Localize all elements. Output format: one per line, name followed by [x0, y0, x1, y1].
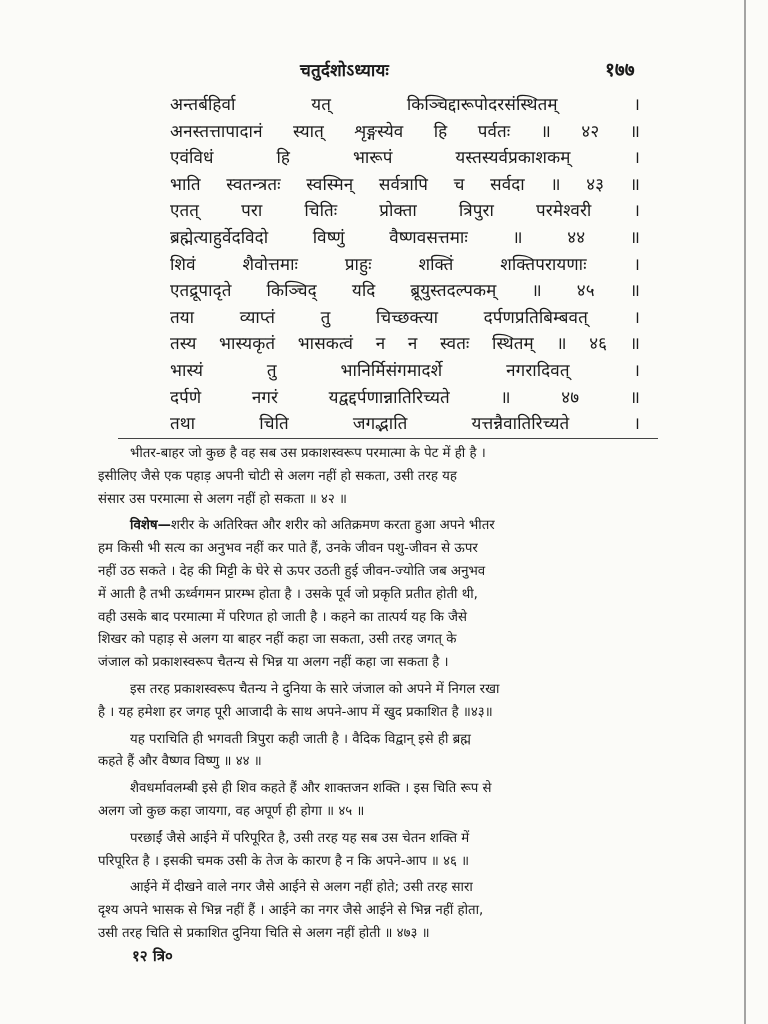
translation-paragraph	[98, 877, 664, 945]
sanskrit-verses	[170, 92, 640, 438]
verse-line: दर्पणे नगरं यद्वद्दर्पणान्नातिरिच्यते ॥ ४७ ॥	[170, 387, 640, 408]
translation-paragraph	[98, 778, 664, 824]
text-line: उसी तरह चिति से प्रकाशित दुनिया चिति से अलग नहीं होती ॥ ४७३ ॥	[98, 925, 430, 941]
chapter-title: चतुर्दशोऽध्यायः	[300, 61, 389, 81]
verse-line: भास्यं तु भानिर्मिसंगमादर्शे नगरादिवत् ।	[170, 360, 640, 381]
text-line: शैवधर्मावलम्बी इसे ही शिव कहते हैं और शाक्तजन शक्ति । इस चिति रूप से	[130, 781, 492, 797]
verse-line: एतत् परा चितिः प्रोक्ता त्रिपुरा परमेश्वरी ।	[170, 201, 640, 222]
verse-line: तथा चिति जगद्भाति यत्तन्नैवातिरिच्यते ।	[170, 414, 640, 435]
verse-line: भाति स्वतन्त्रतः स्वस्मिन् सर्वत्रापि च सर्वदा ॥ ४३ ॥	[170, 174, 640, 195]
special-note-label: विशेष—	[130, 518, 171, 534]
verse-line: अन्तर्बहिर्वा यत् किञ्चिद्दारूपोदरसंस्थितम् ।	[170, 95, 640, 115]
text-line: कहते हैं और वैष्णव विष्णु ॥ ४४ ॥	[98, 754, 262, 770]
text-line: वही उसके बाद परमात्मा में परिणत हो जाती है । कहने का तात्पर्य यह कि जैसे	[98, 609, 467, 625]
translation-paragraph	[98, 729, 664, 775]
translation-paragraph	[98, 679, 664, 725]
text-line: इसीलिए जैसे एक पहाड़ अपनी चोटी से अलग नहीं हो सकता, उसी तरह यह	[98, 468, 457, 484]
text-line: जंजाल को प्रकाशस्वरूप चैतन्य से भिन्न या अलग नहीं कहा जा सकता है ।	[98, 655, 449, 671]
text-line: परिपूरित है । इसकी चमक उसी के तेज के कारण है न कि अपने-आप ॥ ४६ ॥	[98, 853, 470, 869]
text-line: यह पराचिति ही भगवती त्रिपुरा कही जाती है । वैदिक विद्वान् इसे ही ब्रह्म	[130, 731, 471, 747]
section-divider	[118, 438, 658, 439]
text-line	[98, 515, 664, 538]
signature-mark: १२ त्रि०	[132, 947, 173, 965]
translation-paragraph	[98, 828, 664, 874]
text-line: आईने में दीखने वाले नगर जैसे आईने से अलग नहीं होते; उसी तरह सारा	[130, 880, 473, 896]
text-line: नहीं उठ सकते । देह की मिट्टी के घेरे से ऊपर उठती हुई जीवन-ज्योति जब अनुभव	[98, 563, 486, 579]
text-line: भीतर-बाहर जो कुछ है वह सब उस प्रकाशस्वरूप परमात्मा के पेट में ही है ।	[130, 446, 486, 461]
verse-line: एवंविधं हि भारूपं यस्तस्यर्वप्रकाशकम् ।	[170, 148, 640, 169]
text-line: संसार उस परमात्मा से अलग नहीं हो सकता ॥ ४२ ॥	[98, 491, 347, 507]
verse-line: शिवं शैवोत्तमाः प्राहुः शक्तिं शक्तिपरायणाः ।	[170, 254, 640, 275]
translation-paragraph	[98, 515, 664, 675]
text-line: हम किसी भी सत्य का अनुभव नहीं कर पाते हैं, उनके जीवन पशु-जीवन से ऊपर	[98, 541, 478, 557]
verse-line: एतद्रूपादृते किञ्चिद् यदि ब्रूयुस्तदल्पकम् ॥ ४५ ॥	[170, 281, 640, 302]
text-line: अलग जो कुछ कहा जायगा, वह अपूर्ण ही होगा ॥ ४५ ॥	[98, 803, 365, 819]
text-line: परछाईं जैसे आईने में परिपूरित है, उसी तरह यह सब उस चेतन शक्ति में	[130, 830, 470, 846]
text-line: में आती है तभी ऊर्ध्वगमन प्रारम्भ होता है । उसके पूर्व जो प्रकृति प्रतीत होती थी,	[98, 586, 478, 602]
page-number: १७७	[605, 59, 635, 81]
hindi-translation	[98, 443, 664, 950]
text-fragment: शरीर के अतिरिक्त और शरीर को अतिक्रमण करता हुआ अपने भीतर	[170, 518, 495, 534]
page-edge-line	[744, 0, 746, 1024]
text-line: शिखर को पहाड़ से अलग या बाहर नहीं कहा जा सकता, उसी तरह जगत् के	[98, 632, 457, 648]
verse-line: तया व्याप्तं तु चिच्छक्त्या दर्पणप्रतिबिम्बवत् ।	[170, 307, 640, 328]
verse-line: तस्य भास्यकृतं भासकत्वं न न स्वतः स्थितम् ॥ ४६ ॥	[170, 334, 640, 355]
text-line: है । यह हमेशा हर जगह पूरी आजादी के साथ अपने-आप में खुद प्रकाशित है ॥४३॥	[98, 704, 493, 720]
text-line: इस तरह प्रकाशस्वरूप चैतन्य ने दुनिया के सारे जंजाल को अपने में निगल रखा	[130, 681, 500, 697]
page-header	[0, 58, 768, 88]
text-line: दृश्य अपने भासक से भिन्न नहीं हैं । आईने का नगर जैसे आईने से भिन्न नहीं होता,	[98, 903, 484, 919]
verse-line: ब्रह्मेत्याहुर्वेदविदो विष्णुं वैष्णवसत्तमाः ॥ ४४ ॥	[170, 227, 640, 248]
verse-line: अनस्तत्तापादानं स्यात् शृङ्गस्येव हि पर्वतः ॥ ४२ ॥	[170, 121, 640, 142]
translation-paragraph	[98, 443, 664, 511]
